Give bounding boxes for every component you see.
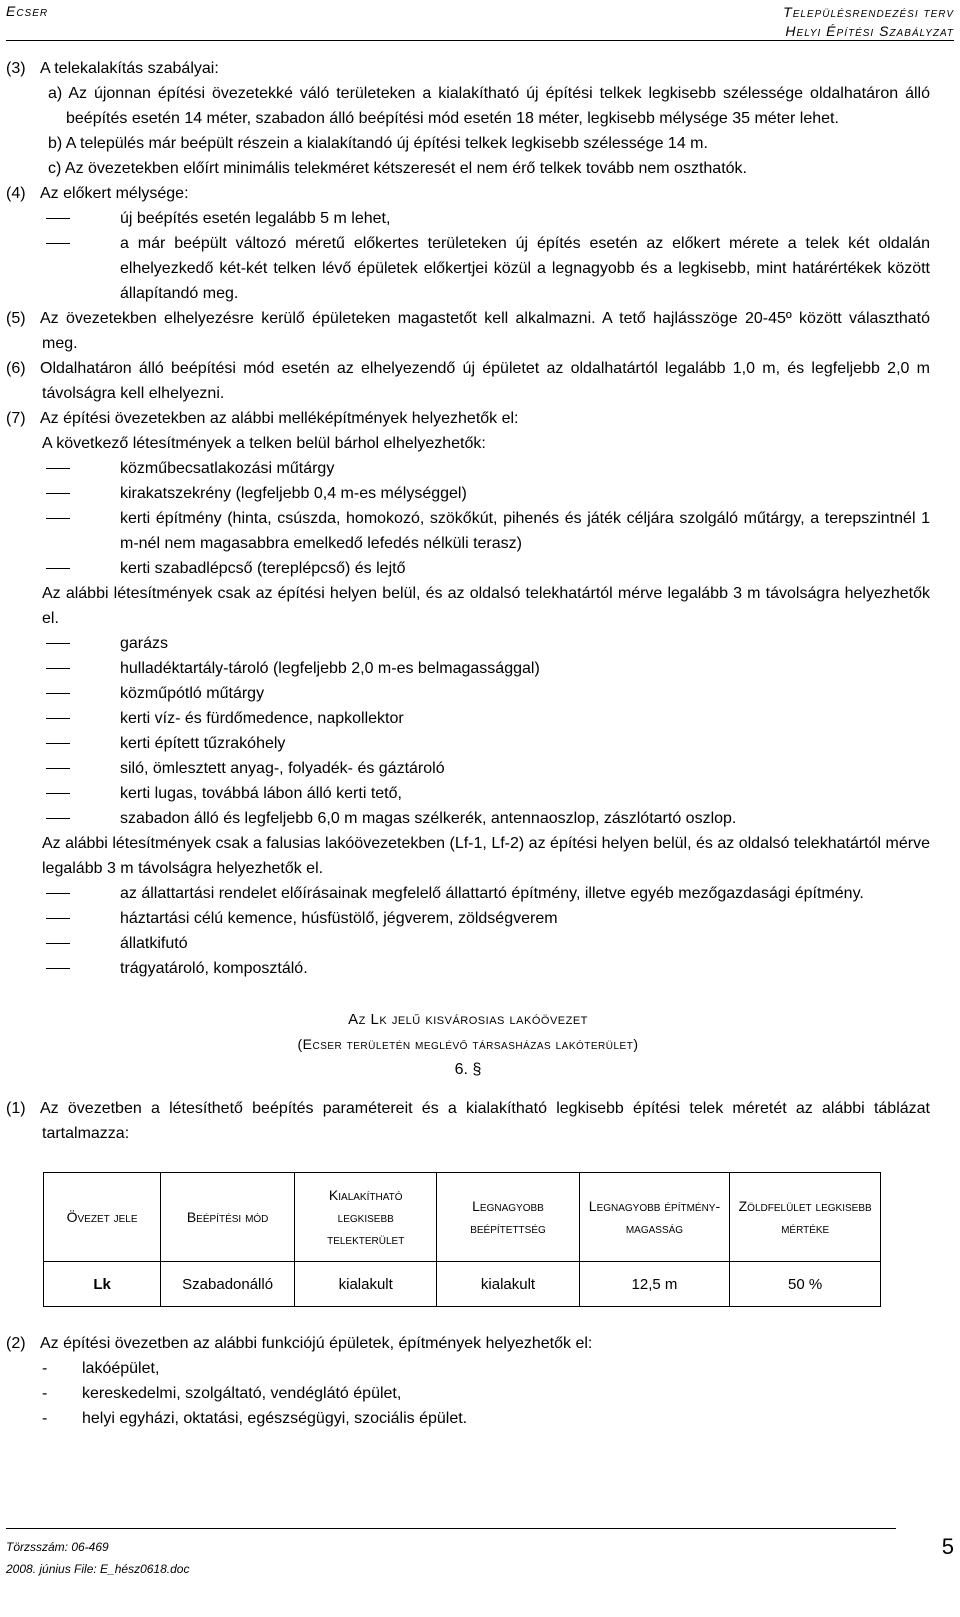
table-header-cell: Legnagyobb beépítettség bbox=[437, 1173, 579, 1262]
table-cell: 50 % bbox=[730, 1262, 881, 1307]
paragraph-7-intro3: Az alábbi létesítmények csak a falusias lakóövezetekben (Lf-1, Lf-2) az építési helyen belül, és az oldalsó telekhatártól mérve legalább 3 m távolságra helyezhetők el. bbox=[42, 835, 930, 877]
list-item: kerti lugas, továbbá lábon álló kerti tető, bbox=[6, 781, 930, 806]
paragraph-4-title: (4) Az előkert mélysége: bbox=[6, 185, 189, 202]
list-item: kerti építmény (hinta, csúszda, homokozó, szökőkút, pihenés és játék céljára szolgáló műtárgy, a terepszintnél 1 m-nél nem magasabbra emelkedő lefedés nélküli terasz) bbox=[6, 506, 930, 556]
paragraph-3c: c) Az övezetekben előírt minimális telekméret kétszeresét el nem érő telkek tovább nem oszthatók. bbox=[48, 160, 747, 177]
section-paragraph-1: (1) Az övezetben a létesíthető beépítés paramétereit és a kialakítható legkisebb építési telek méretét az alábbi táblázat tartalmazza: bbox=[6, 1100, 930, 1142]
table-cell: kialakult bbox=[295, 1262, 437, 1307]
list-item: kerti víz- és fürdőmedence, napkollektor bbox=[6, 706, 930, 731]
list-item: siló, ömlesztett anyag-, folyadék- és gáztároló bbox=[6, 756, 930, 781]
paragraph-6: (6) Oldalhatáron álló beépítési mód esetén az elhelyezendő új épületet az oldalhatártól legalább 1,0 m, és legfeljebb 2,0 m távolságra kell elhelyezni. bbox=[6, 360, 930, 402]
list-item: kerti szabadlépcső (tereplépcső) és lejtő bbox=[6, 556, 930, 581]
footer-line1: Törzsszám: 06-469 bbox=[6, 1540, 109, 1554]
paragraph-3b: b) A település már beépült részein a kialakítandó új építési telkek legkisebb szélessége 14 m. bbox=[48, 135, 708, 152]
paragraph-3a: a) Az újonnan építési övezetekké váló területeken a kialakítható új építési telkek legkisebb szélessége oldalhatáron álló beépítés esetén 14 méter, szabadon álló beépítési mód esetén 18 méter, legkisebb mélysége 35 méter lehet. bbox=[48, 85, 930, 127]
list-item: - lakóépület, bbox=[6, 1356, 930, 1381]
table-cell: 12,5 m bbox=[579, 1262, 730, 1307]
page-number: 5 bbox=[941, 1534, 954, 1559]
paragraph-3-title: (3) A telekalakítás szabályai: bbox=[6, 60, 219, 77]
section-number: 6. § bbox=[454, 1061, 482, 1078]
list-item: háztartási célú kemence, húsfüstölő, jégverem, zöldségverem bbox=[6, 906, 930, 931]
section-paragraph-2-title: (2) Az építési övezetben az alábbi funkciójú épületek, építmények helyezhetők el: bbox=[6, 1335, 593, 1352]
section-subtitle: (Ecser területén meglévő társasházas lakóterület) bbox=[297, 1036, 639, 1052]
page-footer bbox=[6, 1528, 954, 1588]
list-item: kirakatszekrény (legfeljebb 0,4 m-es mélységgel) bbox=[6, 481, 930, 506]
paragraph-5: (5) Az övezetekben elhelyezésre kerülő épületeken magastetőt kell alkalmazni. A tető hajlásszöge 20-45º között választható meg. bbox=[6, 310, 930, 352]
table-cell: Lk bbox=[44, 1262, 161, 1307]
list-item: - helyi egyházi, oktatási, egészségügyi, szociális épület. bbox=[6, 1406, 930, 1431]
list-item: új beépítés esetén legalább 5 m lehet, bbox=[6, 206, 930, 231]
list-item: - kereskedelmi, szolgáltató, vendéglátó épület, bbox=[6, 1381, 930, 1406]
table-header-cell: Kialakítható legkisebb telekterület bbox=[295, 1173, 437, 1262]
table-header-cell: Zöldfelület legkisebb mértéke bbox=[730, 1173, 881, 1262]
table-header-row bbox=[44, 1173, 881, 1262]
section-title: Az Lk jelű kisvárosias lakóövezet bbox=[348, 1011, 588, 1028]
list-item: szabadon álló és legfeljebb 6,0 m magas szélkerék, antennaoszlop, zászlótartó oszlop. bbox=[6, 806, 930, 831]
parameters-table bbox=[43, 1172, 881, 1307]
page-header bbox=[6, 0, 954, 41]
header-right-line1: Településrendezési terv bbox=[783, 4, 954, 20]
table-header-cell: Legnagyobb építmény-magasság bbox=[579, 1173, 730, 1262]
footer-line2: 2008. június File: E_hész0618.doc bbox=[6, 1562, 190, 1576]
header-left: Ecser bbox=[6, 3, 49, 19]
list-item: az állattartási rendelet előírásainak megfelelő állattartó építmény, illetve egyéb mezőgazdasági építmény. bbox=[6, 881, 930, 906]
table-header-cell: Övezet jele bbox=[44, 1173, 161, 1262]
table-header-cell: Beépítési mód bbox=[161, 1173, 295, 1262]
table-row bbox=[44, 1262, 881, 1307]
list-item: a már beépült változó méretű előkertes területeken új építés esetén az előkert mérete a telek két oldalán elhelyezkedő két-két telken lévő épületek előkertjei közül a legnagyobb és a legkisebb, mint határértékek között állapítandó meg. bbox=[6, 231, 930, 306]
list-item: állatkifutó bbox=[6, 931, 930, 956]
paragraph-7-intro2: Az alábbi létesítmények csak az építési helyen belül, és az oldalsó telekhatártól mérve legalább 3 m távolságra helyezhetők el. bbox=[42, 585, 930, 627]
header-right-line2: Helyi Építési Szabályzat bbox=[785, 23, 954, 39]
header-right bbox=[783, 3, 954, 41]
list-item: közműpótló műtárgy bbox=[6, 681, 930, 706]
list-item: garázs bbox=[6, 631, 930, 656]
list-item: hulladéktartály-tároló (legfeljebb 2,0 m-es belmagassággal) bbox=[6, 656, 930, 681]
list-item: közműbecsatlakozási műtárgy bbox=[6, 456, 930, 481]
table-cell: kialakult bbox=[437, 1262, 579, 1307]
list-item: kerti épített tűzrakóhely bbox=[6, 731, 930, 756]
paragraph-7-title: (7) Az építési övezetekben az alábbi melléképítmények helyezhetők el: bbox=[6, 410, 519, 427]
footer-divider bbox=[6, 1528, 896, 1529]
table-cell: Szabadonálló bbox=[161, 1262, 295, 1307]
document-body bbox=[6, 56, 930, 1431]
footer-info bbox=[6, 1536, 189, 1580]
paragraph-7-intro1: A következő létesítmények a telken belül bárhol elhelyezhetők: bbox=[42, 435, 486, 452]
list-item: trágyatároló, komposztáló. bbox=[6, 956, 930, 981]
